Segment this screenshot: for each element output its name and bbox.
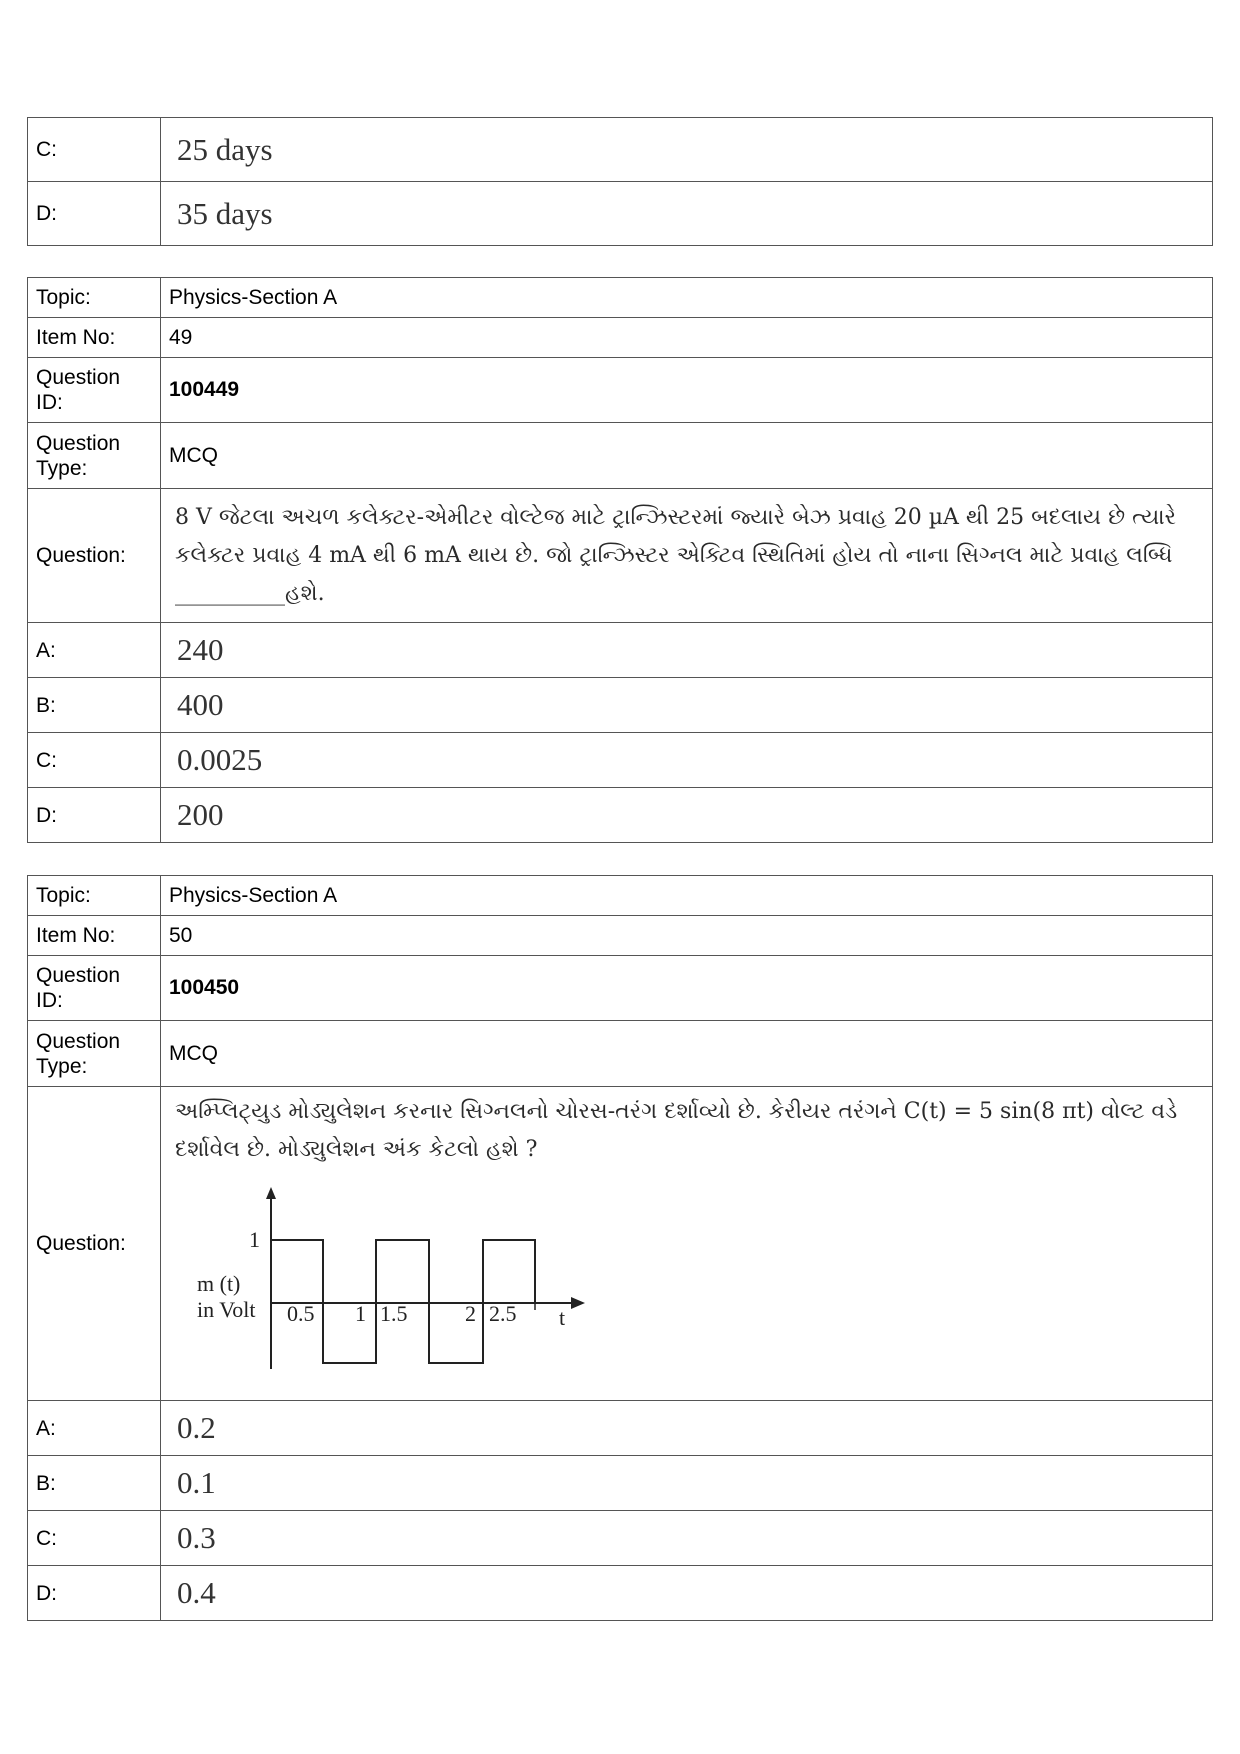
option-label: A: [28,1401,161,1456]
square-wave-graph [183,1183,623,1383]
option-row [28,1511,1213,1566]
option-value: 0.2 [161,1401,1213,1456]
item-value: 50 [161,916,1213,956]
question-id-value: 100450 [161,956,1213,1021]
question-type-value: MCQ [161,1021,1213,1087]
x-tick-label: 1.5 [380,1301,408,1326]
y-axis-label-line2: in Volt [197,1297,256,1322]
x-axis-label: t [559,1305,566,1330]
option-label: C: [28,1511,161,1566]
option-label: A: [28,623,161,678]
item-label: Item No: [28,916,161,956]
question-text: 8 V જેટલા અચળ કલેક્ટર-એમીટર વોલ્ટેજ માટે ટ્રાન્ઝિસ્ટરમાં જ્યારે બેઝ પ્રવાહ 20 µA થી 25 બદલાય છે ત્યારે કલેક્ટર પ્રવાહ 4 mA થી 6 mA થાય છે. જો ટ્રાન્ઝિસ્ટર એક્ટિવ સ્થિતિમાં હોય તો નાના સિગ્નલ માટે પ્રવાહ લબ્ધિ __________હશે. [161,489,1213,623]
option-row [28,678,1213,733]
question-id-row [28,956,1213,1021]
option-row [28,788,1213,843]
option-row [28,1401,1213,1456]
option-label: C: [28,118,161,182]
question-type-label: Question Type: [28,1021,161,1087]
item-row [28,318,1213,358]
option-row [28,733,1213,788]
option-row [28,1456,1213,1511]
item-label: Item No: [28,318,161,358]
option-label: B: [28,1456,161,1511]
question-type-label: Question Type: [28,423,161,489]
topic-label: Topic: [28,278,161,318]
option-label: D: [28,788,161,843]
option-value: 0.0025 [161,733,1213,788]
option-row [28,182,1213,246]
question-type-row [28,423,1213,489]
question-cell [161,1087,1213,1401]
question-label: Question: [28,489,161,623]
question-table-50 [27,875,1213,1621]
x-axis-arrow-icon [571,1297,585,1309]
option-label: D: [28,1566,161,1621]
item-row [28,916,1213,956]
question-row [28,489,1213,623]
option-value: 0.3 [161,1511,1213,1566]
topic-row [28,876,1213,916]
topic-value: Physics-Section A [161,278,1213,318]
option-label: C: [28,733,161,788]
option-value: 200 [161,788,1213,843]
question-label: Question: [28,1087,161,1401]
option-value: 400 [161,678,1213,733]
topic-row [28,278,1213,318]
question-text: અમ્પ્લિટ્યુડ મોડ્યુલેશન કરનાર સિગ્નલનો ચોરસ-તરંગ દર્શાવ્યો છે. કેરીયર તરંગને C(t) = 5 sin(8 πt) વોલ્ટ વડે દર્શાવેલ છે. મોડ્યુલેશન અંક કેટલો હશે ? [175,1099,1178,1162]
option-label: B: [28,678,161,733]
y-tick-label: 1 [249,1227,260,1252]
question-type-row [28,1021,1213,1087]
x-tick-label: 2 [465,1301,476,1326]
option-label: D: [28,182,161,246]
x-tick-label: 1 [355,1301,366,1326]
option-row [28,623,1213,678]
topic-value: Physics-Section A [161,876,1213,916]
y-axis-arrow-icon [266,1187,276,1199]
y-axis-label-line1: m (t) [197,1271,241,1296]
question-id-value: 100449 [161,358,1213,423]
option-value: 240 [161,623,1213,678]
x-tick-label: 2.5 [489,1301,517,1326]
item-value: 49 [161,318,1213,358]
question-row [28,1087,1213,1401]
option-value: 35 days [161,182,1213,246]
topic-label: Topic: [28,876,161,916]
option-value: 25 days [161,118,1213,182]
question-table-49 [27,277,1213,843]
option-row [28,118,1213,182]
question-id-label: Question ID: [28,956,161,1021]
x-tick-label: 0.5 [287,1301,315,1326]
question-id-row [28,358,1213,423]
option-row [28,1566,1213,1621]
options-table-prev [27,117,1213,246]
question-type-value: MCQ [161,423,1213,489]
option-value: 0.4 [161,1566,1213,1621]
option-value: 0.1 [161,1456,1213,1511]
question-id-label: Question ID: [28,358,161,423]
